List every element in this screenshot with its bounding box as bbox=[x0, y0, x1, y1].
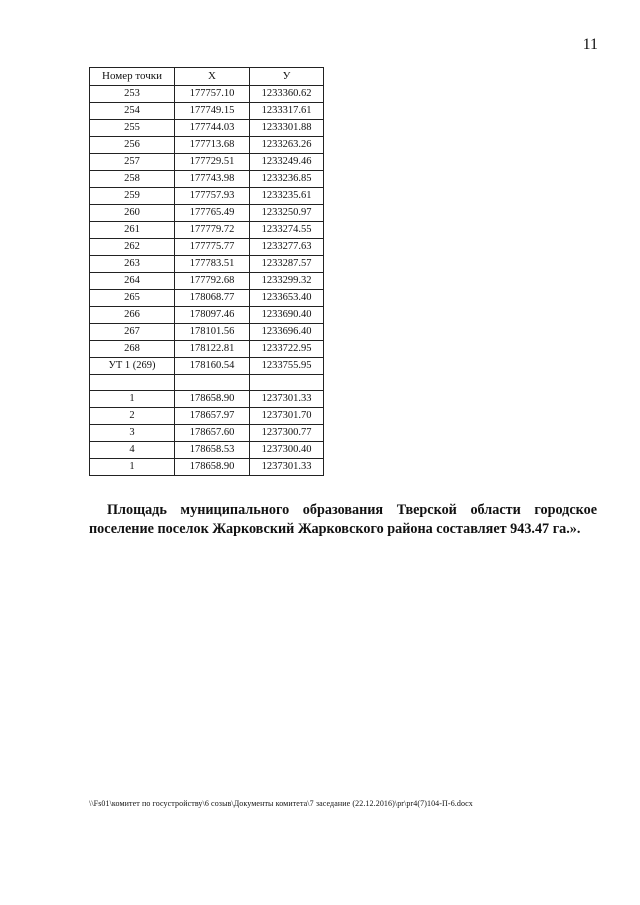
cell-x: 178097.46 bbox=[175, 307, 250, 324]
cell-x: 178657.97 bbox=[175, 408, 250, 425]
table-row bbox=[90, 137, 324, 154]
cell-point-number: 3 bbox=[90, 425, 175, 442]
cell-point-number: УТ 1 (269) bbox=[90, 358, 175, 375]
cell-point-number: 258 bbox=[90, 171, 175, 188]
cell-x: 177744.03 bbox=[175, 120, 250, 137]
cell-point-number: 263 bbox=[90, 256, 175, 273]
cell-x: 178122.81 bbox=[175, 341, 250, 358]
table-row bbox=[90, 459, 324, 476]
cell-x: 178068.77 bbox=[175, 290, 250, 307]
cell-x: 177783.51 bbox=[175, 256, 250, 273]
cell-x: 177713.68 bbox=[175, 137, 250, 154]
cell-x: 177757.10 bbox=[175, 86, 250, 103]
cell-point-number: 259 bbox=[90, 188, 175, 205]
cell-x: 178658.90 bbox=[175, 459, 250, 476]
table-row bbox=[90, 273, 324, 290]
cell-y: 1233277.63 bbox=[250, 239, 324, 256]
cell-x: 178101.56 bbox=[175, 324, 250, 341]
cell-x: 178160.54 bbox=[175, 358, 250, 375]
cell-point-number: 255 bbox=[90, 120, 175, 137]
cell-point-number: 2 bbox=[90, 408, 175, 425]
cell-x: 177765.49 bbox=[175, 205, 250, 222]
cell-point-number: 262 bbox=[90, 239, 175, 256]
cell-y: 1233263.26 bbox=[250, 137, 324, 154]
cell-y: 1233301.88 bbox=[250, 120, 324, 137]
table-row bbox=[90, 86, 324, 103]
cell-x bbox=[175, 375, 250, 391]
table-row bbox=[90, 358, 324, 375]
table-body bbox=[90, 86, 324, 476]
cell-y: 1237301.33 bbox=[250, 459, 324, 476]
table-row bbox=[90, 205, 324, 222]
cell-y: 1237300.77 bbox=[250, 425, 324, 442]
cell-x: 177779.72 bbox=[175, 222, 250, 239]
cell-point-number: 268 bbox=[90, 341, 175, 358]
cell-y: 1233755.95 bbox=[250, 358, 324, 375]
cell-y: 1233274.55 bbox=[250, 222, 324, 239]
page-number: 11 bbox=[582, 36, 598, 53]
table-row bbox=[90, 188, 324, 205]
table-row bbox=[90, 120, 324, 137]
cell-point-number: 1 bbox=[90, 459, 175, 476]
table-row bbox=[90, 391, 324, 408]
cell-y: 1233299.32 bbox=[250, 273, 324, 290]
cell-y: 1233690.40 bbox=[250, 307, 324, 324]
area-statement: Площадь муниципального образования Тверской области городское поселение поселок Жарковский Жарковского района составляет 943.47 га.». bbox=[89, 502, 597, 537]
table-row bbox=[90, 375, 324, 391]
cell-point-number: 260 bbox=[90, 205, 175, 222]
cell-y: 1233317.61 bbox=[250, 103, 324, 120]
table-row bbox=[90, 425, 324, 442]
cell-point-number: 257 bbox=[90, 154, 175, 171]
cell-point-number: 267 bbox=[90, 324, 175, 341]
table-row bbox=[90, 442, 324, 459]
cell-point-number: 254 bbox=[90, 103, 175, 120]
cell-point-number bbox=[90, 375, 175, 391]
cell-y: 1237301.70 bbox=[250, 408, 324, 425]
cell-y bbox=[250, 375, 324, 391]
header-y: У bbox=[250, 68, 324, 86]
cell-y: 1233360.62 bbox=[250, 86, 324, 103]
table-row bbox=[90, 341, 324, 358]
cell-x: 177729.51 bbox=[175, 154, 250, 171]
cell-x: 177775.77 bbox=[175, 239, 250, 256]
cell-point-number: 1 bbox=[90, 391, 175, 408]
table-row bbox=[90, 324, 324, 341]
cell-point-number: 264 bbox=[90, 273, 175, 290]
footer-file-path: \\Fs01\комитет по госустройству\6 созыв\Документы комитета\7 заседание (22.12.2016)\pr\pr4(7)104-П-6.docx bbox=[89, 799, 473, 808]
cell-y: 1233287.57 bbox=[250, 256, 324, 273]
cell-y: 1233235.61 bbox=[250, 188, 324, 205]
cell-y: 1233722.95 bbox=[250, 341, 324, 358]
cell-point-number: 4 bbox=[90, 442, 175, 459]
cell-point-number: 256 bbox=[90, 137, 175, 154]
cell-y: 1233653.40 bbox=[250, 290, 324, 307]
header-x: X bbox=[175, 68, 250, 86]
cell-point-number: 265 bbox=[90, 290, 175, 307]
cell-x: 178658.53 bbox=[175, 442, 250, 459]
table-row bbox=[90, 222, 324, 239]
coordinates-table bbox=[89, 67, 324, 476]
header-point-number: Номер точки bbox=[90, 68, 175, 86]
cell-point-number: 253 bbox=[90, 86, 175, 103]
cell-x: 177749.15 bbox=[175, 103, 250, 120]
cell-y: 1237300.40 bbox=[250, 442, 324, 459]
cell-y: 1237301.33 bbox=[250, 391, 324, 408]
table-row bbox=[90, 171, 324, 188]
cell-y: 1233696.40 bbox=[250, 324, 324, 341]
table-row bbox=[90, 154, 324, 171]
table-row bbox=[90, 290, 324, 307]
table-row bbox=[90, 408, 324, 425]
cell-y: 1233250.97 bbox=[250, 205, 324, 222]
cell-x: 177743.98 bbox=[175, 171, 250, 188]
cell-x: 178657.60 bbox=[175, 425, 250, 442]
table-header-row bbox=[90, 68, 324, 86]
cell-x: 178658.90 bbox=[175, 391, 250, 408]
cell-point-number: 266 bbox=[90, 307, 175, 324]
cell-y: 1233236.85 bbox=[250, 171, 324, 188]
table-row bbox=[90, 256, 324, 273]
cell-x: 177757.93 bbox=[175, 188, 250, 205]
table-row bbox=[90, 307, 324, 324]
table-row bbox=[90, 239, 324, 256]
cell-x: 177792.68 bbox=[175, 273, 250, 290]
table-row bbox=[90, 103, 324, 120]
cell-y: 1233249.46 bbox=[250, 154, 324, 171]
cell-point-number: 261 bbox=[90, 222, 175, 239]
